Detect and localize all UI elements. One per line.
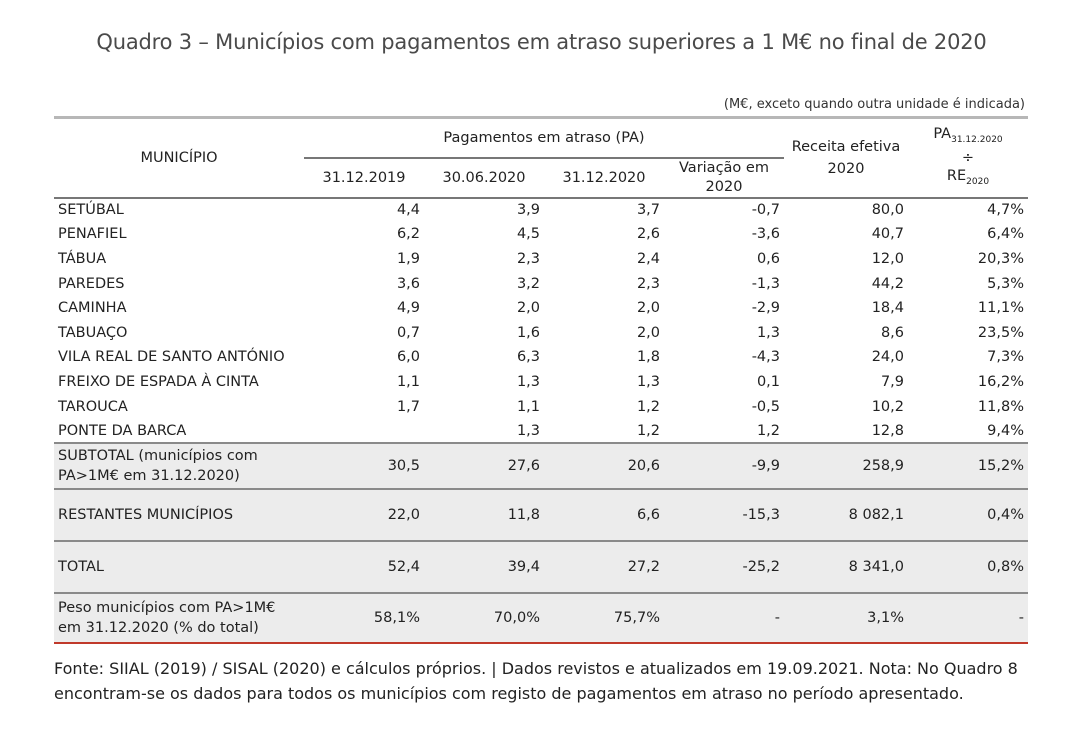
cell-2019: 4,9 bbox=[396, 300, 420, 317]
table-row bbox=[54, 296, 1028, 321]
unit-note: (M€, exceto quando outra unidade é indicada) bbox=[723, 97, 1025, 112]
cell-receita: 44,2 bbox=[871, 275, 904, 292]
cell-receita: 24,0 bbox=[871, 349, 904, 366]
header-ratio-div: ÷ bbox=[961, 149, 975, 166]
header-ratio bbox=[908, 118, 1028, 198]
cell-2020-12: 3,7 bbox=[636, 202, 660, 219]
cell-ratio: 11,8% bbox=[977, 398, 1024, 415]
cell-2020-06: 2,3 bbox=[516, 250, 540, 267]
cell-variacao: 1,3 bbox=[756, 324, 780, 341]
subtotal-label-line-2: PA>1M€ em 31.12.2020) bbox=[58, 468, 240, 485]
cell-receita: 8,6 bbox=[880, 324, 904, 341]
table-row bbox=[54, 320, 1028, 345]
cell-variacao: -1,3 bbox=[751, 275, 780, 292]
cell-2020-06: 11,8 bbox=[424, 489, 544, 541]
table-title: Quadro 3 – Municípios com pagamentos em atraso superiores a 1 M€ no final de 2020 bbox=[96, 30, 987, 54]
cell-receita: 258,9 bbox=[784, 443, 908, 489]
cell-ratio: 4,7% bbox=[987, 202, 1024, 219]
cell-2019 bbox=[304, 419, 424, 444]
table-body bbox=[54, 198, 1028, 644]
cell-2020-06: 1,6 bbox=[516, 324, 540, 341]
cell-2019: 1,9 bbox=[396, 250, 420, 267]
cell-variacao: -0,7 bbox=[751, 202, 780, 219]
cell-2020-12: 1,2 bbox=[636, 398, 660, 415]
header-2020-06: 30.06.2020 bbox=[424, 158, 544, 198]
cell-ratio: - bbox=[908, 593, 1028, 643]
subtotal-label bbox=[54, 443, 304, 489]
cell-2020-06: 70,0% bbox=[424, 593, 544, 643]
cell-ratio: 15,2% bbox=[908, 443, 1028, 489]
cell-2020-12: 1,8 bbox=[636, 349, 660, 366]
header-ratio-pa: PA bbox=[933, 125, 952, 142]
cell-receita: 7,9 bbox=[880, 373, 904, 390]
row-name: TABUAÇO bbox=[58, 324, 128, 341]
row-name: VILA REAL DE SANTO ANTÓNIO bbox=[58, 349, 285, 366]
cell-2020-06: 3,2 bbox=[516, 275, 540, 292]
cell-2020-06: 39,4 bbox=[424, 541, 544, 593]
cell-2019: 0,7 bbox=[396, 324, 420, 341]
table-row bbox=[54, 419, 1028, 444]
cell-2020-06: 6,3 bbox=[516, 349, 540, 366]
peso-row bbox=[54, 593, 1028, 643]
restantes-row bbox=[54, 489, 1028, 541]
row-name: TÁBUA bbox=[58, 250, 107, 267]
cell-ratio: 7,3% bbox=[987, 349, 1024, 366]
header-variacao-label: Variação em 2020 bbox=[679, 159, 769, 195]
cell-2020-12: 20,6 bbox=[544, 443, 664, 489]
cell-2020-12: 1,3 bbox=[636, 373, 660, 390]
header-ratio-re-sub: 2020 bbox=[966, 176, 990, 187]
cell-2020-12: 2,4 bbox=[636, 250, 660, 267]
table-row bbox=[54, 345, 1028, 370]
cell-2019: 30,5 bbox=[304, 443, 424, 489]
cell-variacao: -9,9 bbox=[664, 443, 784, 489]
cell-2020-12: 2,0 bbox=[636, 324, 660, 341]
header-receita bbox=[784, 118, 908, 198]
header-pa-group: Pagamentos em atraso (PA) bbox=[304, 118, 784, 158]
peso-label-line-1: Peso municípios com PA>1M€ bbox=[58, 600, 276, 617]
cell-receita: 12,0 bbox=[871, 250, 904, 267]
cell-2019: 22,0 bbox=[304, 489, 424, 541]
cell-ratio: 0,4% bbox=[908, 489, 1028, 541]
total-label: TOTAL bbox=[54, 541, 304, 593]
cell-receita: 18,4 bbox=[871, 300, 904, 317]
header-municipio: MUNICÍPIO bbox=[54, 118, 304, 198]
cell-receita: 10,2 bbox=[871, 398, 904, 415]
cell-receita: 80,0 bbox=[871, 202, 904, 219]
subtotal-label-line-1: SUBTOTAL (municípios com bbox=[58, 448, 258, 465]
cell-receita: 8 082,1 bbox=[784, 489, 908, 541]
cell-2020-12: 2,3 bbox=[636, 275, 660, 292]
cell-ratio: 5,3% bbox=[987, 275, 1024, 292]
cell-variacao: 0,6 bbox=[756, 250, 780, 267]
row-name: CAMINHA bbox=[58, 300, 127, 317]
cell-2020-12: 6,6 bbox=[544, 489, 664, 541]
cell-2019: 6,0 bbox=[396, 349, 420, 366]
cell-ratio: 11,1% bbox=[977, 300, 1024, 317]
cell-2020-06: 1,3 bbox=[516, 422, 540, 439]
cell-variacao: -0,5 bbox=[751, 398, 780, 415]
cell-ratio: 20,3% bbox=[977, 250, 1024, 267]
cell-variacao: -4,3 bbox=[751, 349, 780, 366]
subtotal-row bbox=[54, 443, 1028, 489]
total-row bbox=[54, 541, 1028, 593]
source-footnote: Fonte: SIIAL (2019) / SISAL (2020) e cálculos próprios. | Dados revistos e atualizados em 19.09.2021. Nota: No Quadro 8 encontram-se os dados para todos os municípios com registo de pagamentos em atraso no período apresentado. bbox=[54, 659, 1018, 703]
cell-variacao: 1,2 bbox=[756, 422, 780, 439]
cell-2020-12: 2,0 bbox=[636, 300, 660, 317]
cell-2020-12: 75,7% bbox=[544, 593, 664, 643]
arrears-table bbox=[54, 116, 1028, 644]
cell-variacao: -3,6 bbox=[751, 226, 780, 243]
header-2020-12: 31.12.2020 bbox=[544, 158, 664, 198]
cell-2020-06: 1,1 bbox=[516, 398, 540, 415]
cell-receita: 3,1% bbox=[784, 593, 908, 643]
header-row-1 bbox=[54, 118, 1028, 158]
cell-2020-06: 2,0 bbox=[516, 300, 540, 317]
cell-2020-12: 2,6 bbox=[636, 226, 660, 243]
cell-variacao: -25,2 bbox=[664, 541, 784, 593]
table-row bbox=[54, 370, 1028, 395]
cell-2019: 3,6 bbox=[396, 275, 420, 292]
row-name: PENAFIEL bbox=[58, 226, 127, 243]
cell-receita: 40,7 bbox=[871, 226, 904, 243]
row-name: PAREDES bbox=[58, 275, 125, 292]
cell-2020-06: 27,6 bbox=[424, 443, 544, 489]
cell-variacao: - bbox=[664, 593, 784, 643]
table-row bbox=[54, 222, 1028, 247]
row-name: SETÚBAL bbox=[58, 202, 124, 219]
table-row bbox=[54, 394, 1028, 419]
cell-2019: 52,4 bbox=[304, 541, 424, 593]
peso-label-line-2: em 31.12.2020 (% do total) bbox=[58, 620, 259, 637]
cell-2019: 6,2 bbox=[396, 226, 420, 243]
cell-ratio: 6,4% bbox=[987, 226, 1024, 243]
restantes-label: RESTANTES MUNICÍPIOS bbox=[54, 489, 304, 541]
table-row bbox=[54, 271, 1028, 296]
peso-label bbox=[54, 593, 304, 643]
row-name: PONTE DA BARCA bbox=[58, 422, 187, 439]
cell-variacao: -15,3 bbox=[664, 489, 784, 541]
cell-2020-06: 4,5 bbox=[516, 226, 540, 243]
cell-2019: 1,7 bbox=[396, 398, 420, 415]
header-variacao bbox=[664, 158, 784, 198]
table-row bbox=[54, 247, 1028, 272]
cell-ratio: 9,4% bbox=[987, 422, 1024, 439]
header-2019: 31.12.2019 bbox=[304, 158, 424, 198]
table-row bbox=[54, 198, 1028, 223]
row-name: FREIXO DE ESPADA À CINTA bbox=[58, 373, 259, 390]
header-receita-label: Receita efetiva 2020 bbox=[791, 138, 901, 177]
header-ratio-re: RE bbox=[946, 167, 967, 184]
cell-2019: 58,1% bbox=[304, 593, 424, 643]
cell-2020-12: 1,2 bbox=[636, 422, 660, 439]
cell-ratio: 23,5% bbox=[977, 324, 1024, 341]
cell-ratio: 0,8% bbox=[908, 541, 1028, 593]
cell-2020-12: 27,2 bbox=[544, 541, 664, 593]
cell-receita: 12,8 bbox=[871, 422, 904, 439]
cell-ratio: 16,2% bbox=[977, 373, 1024, 390]
cell-2019: 1,1 bbox=[396, 373, 420, 390]
cell-2020-06: 1,3 bbox=[516, 373, 540, 390]
row-name: TAROUCA bbox=[58, 398, 128, 415]
cell-receita: 8 341,0 bbox=[784, 541, 908, 593]
cell-2020-06: 3,9 bbox=[516, 202, 540, 219]
cell-2019: 4,4 bbox=[396, 202, 420, 219]
header-ratio-pa-sub: 31.12.2020 bbox=[951, 134, 1003, 145]
cell-variacao: 0,1 bbox=[756, 373, 780, 390]
cell-variacao: -2,9 bbox=[751, 300, 780, 317]
